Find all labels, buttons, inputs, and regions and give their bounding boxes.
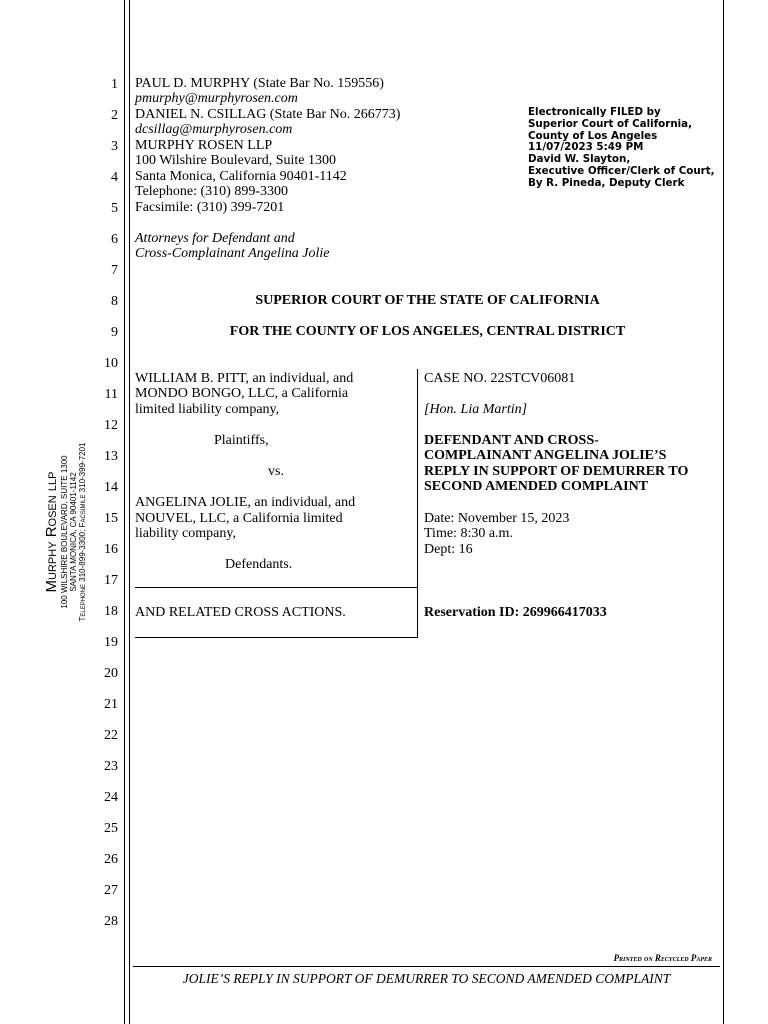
line-number: 28 bbox=[104, 914, 118, 929]
line-number: 26 bbox=[104, 852, 118, 867]
line-number: 12 bbox=[104, 418, 118, 433]
sidebar-address: 100 WILSHIRE BOULEVARD, SUITE 1300 bbox=[60, 455, 69, 609]
line-number: 25 bbox=[104, 821, 118, 836]
line-number: 21 bbox=[104, 697, 118, 712]
defendant-line-2: NOUVEL, LLC, a California limited bbox=[135, 511, 343, 526]
attorneys-for-line-2: Cross-Complainant Angelina Jolie bbox=[135, 246, 330, 261]
line-number: 14 bbox=[104, 480, 118, 495]
line-number: 16 bbox=[104, 542, 118, 557]
line-number: 18 bbox=[104, 604, 118, 619]
filing-stamp-line: By R. Pineda, Deputy Clerk bbox=[528, 176, 685, 189]
sidebar-firm-name: Murphy Rosen llp bbox=[43, 471, 60, 593]
line-number: 10 bbox=[104, 356, 118, 371]
sidebar-firm-block bbox=[43, 443, 87, 622]
left-margin-rule-inner bbox=[129, 0, 130, 1024]
footer-rule bbox=[133, 966, 720, 967]
reservation-id: Reservation ID: 269966417033 bbox=[424, 605, 607, 620]
filing-stamp-line: County of Los Angeles bbox=[528, 129, 658, 142]
hearing-time: Time: 8:30 a.m. bbox=[424, 526, 513, 541]
defendants-label: Defendants. bbox=[225, 557, 293, 572]
printed-on-recycled-paper: Printed on Recycled Paper bbox=[613, 953, 712, 963]
left-margin-rule-outer bbox=[124, 0, 125, 1024]
line-number: 22 bbox=[104, 728, 118, 743]
firm-address-1: 100 Wilshire Boulevard, Suite 1300 bbox=[135, 153, 336, 168]
line-number: 11 bbox=[104, 387, 118, 402]
defendant-line-1: ANGELINA JOLIE, an individual, and bbox=[135, 495, 356, 510]
line-number: 24 bbox=[104, 790, 118, 805]
document-title-3: REPLY IN SUPPORT OF DEMURRER TO bbox=[424, 464, 689, 479]
related-actions: AND RELATED CROSS ACTIONS. bbox=[135, 605, 346, 620]
line-number: 1 bbox=[111, 77, 118, 92]
firm-address-2: Santa Monica, California 90401-1142 bbox=[135, 169, 347, 184]
attorney-name-1: PAUL D. MURPHY (State Bar No. 159556) bbox=[135, 76, 384, 91]
line-number: 3 bbox=[111, 139, 118, 154]
filing-stamp-line: 11/07/2023 5:49 PM bbox=[528, 141, 644, 154]
line-number: 23 bbox=[104, 759, 118, 774]
caption-rule-middle bbox=[135, 587, 418, 588]
line-number: 4 bbox=[111, 170, 118, 185]
line-number: 2 bbox=[111, 108, 118, 123]
caption-rule-bottom bbox=[135, 637, 418, 638]
line-number: 19 bbox=[104, 635, 118, 650]
caption-divider bbox=[417, 369, 418, 638]
line-number: 20 bbox=[104, 666, 118, 681]
attorney-email-1: pmurphy@murphyrosen.com bbox=[135, 91, 298, 106]
filing-stamp-line: Executive Officer/Clerk of Court, bbox=[528, 164, 715, 177]
line-number: 13 bbox=[104, 449, 118, 464]
plaintiff-line-1: WILLIAM B. PITT, an individual, and bbox=[135, 371, 354, 386]
filing-stamp bbox=[528, 107, 715, 190]
line-number: 9 bbox=[111, 325, 118, 340]
firm-name: MURPHY ROSEN LLP bbox=[135, 138, 273, 153]
filing-stamp-line: Superior Court of California, bbox=[528, 117, 693, 130]
plaintiff-line-3: limited liability company, bbox=[135, 402, 280, 417]
firm-facsimile: Facsimile: (310) 399-7201 bbox=[135, 200, 285, 215]
line-number: 27 bbox=[104, 883, 118, 898]
line-number: 5 bbox=[111, 201, 118, 216]
footer-document-title: JOLIE’S REPLY IN SUPPORT OF DEMURRER TO SECOND AMENDED COMPLAINT bbox=[182, 971, 671, 986]
filing-stamp-line: David W. Slayton, bbox=[528, 153, 631, 166]
right-margin-rule bbox=[723, 0, 724, 1024]
firm-telephone: Telephone: (310) 899-3300 bbox=[135, 184, 288, 199]
court-name: SUPERIOR COURT OF THE STATE OF CALIFORNIA bbox=[255, 293, 600, 308]
court-county: FOR THE COUNTY OF LOS ANGELES, CENTRAL DISTRICT bbox=[229, 324, 626, 339]
plaintiff-line-2: MONDO BONGO, LLC, a California bbox=[135, 386, 349, 401]
plaintiffs-label: Plaintiffs, bbox=[214, 433, 269, 448]
line-number: 8 bbox=[111, 294, 118, 309]
line-number: 15 bbox=[104, 511, 118, 526]
document-title-2: COMPLAINANT ANGELINA JOLIE’S bbox=[424, 448, 667, 463]
versus-label: vs. bbox=[268, 464, 284, 479]
judge-name: [Hon. Lia Martin] bbox=[424, 402, 528, 417]
line-number: 17 bbox=[104, 573, 118, 588]
attorney-name-2: DANIEL N. CSILLAG (State Bar No. 266773) bbox=[135, 107, 401, 122]
hearing-department: Dept: 16 bbox=[424, 542, 473, 557]
attorney-email-2: dcsillag@murphyrosen.com bbox=[135, 122, 293, 137]
hearing-date: Date: November 15, 2023 bbox=[424, 511, 570, 526]
line-number: 6 bbox=[111, 232, 118, 247]
filing-stamp-line: Electronically FILED by bbox=[528, 106, 661, 118]
line-number: 7 bbox=[111, 263, 118, 278]
sidebar-phones: Telephone 310-899-3300; Facsimile 310-399-7201 bbox=[78, 442, 87, 622]
document-title-4: SECOND AMENDED COMPLAINT bbox=[424, 479, 649, 494]
defendant-line-3: liability company, bbox=[135, 526, 236, 541]
document-title-1: DEFENDANT AND CROSS- bbox=[424, 433, 599, 448]
sidebar-city: SANTA MONICA, CA 90401-1142 bbox=[69, 472, 78, 592]
attorneys-for-line-1: Attorneys for Defendant and bbox=[135, 231, 295, 246]
case-number: CASE NO. 22STCV06081 bbox=[424, 371, 576, 386]
